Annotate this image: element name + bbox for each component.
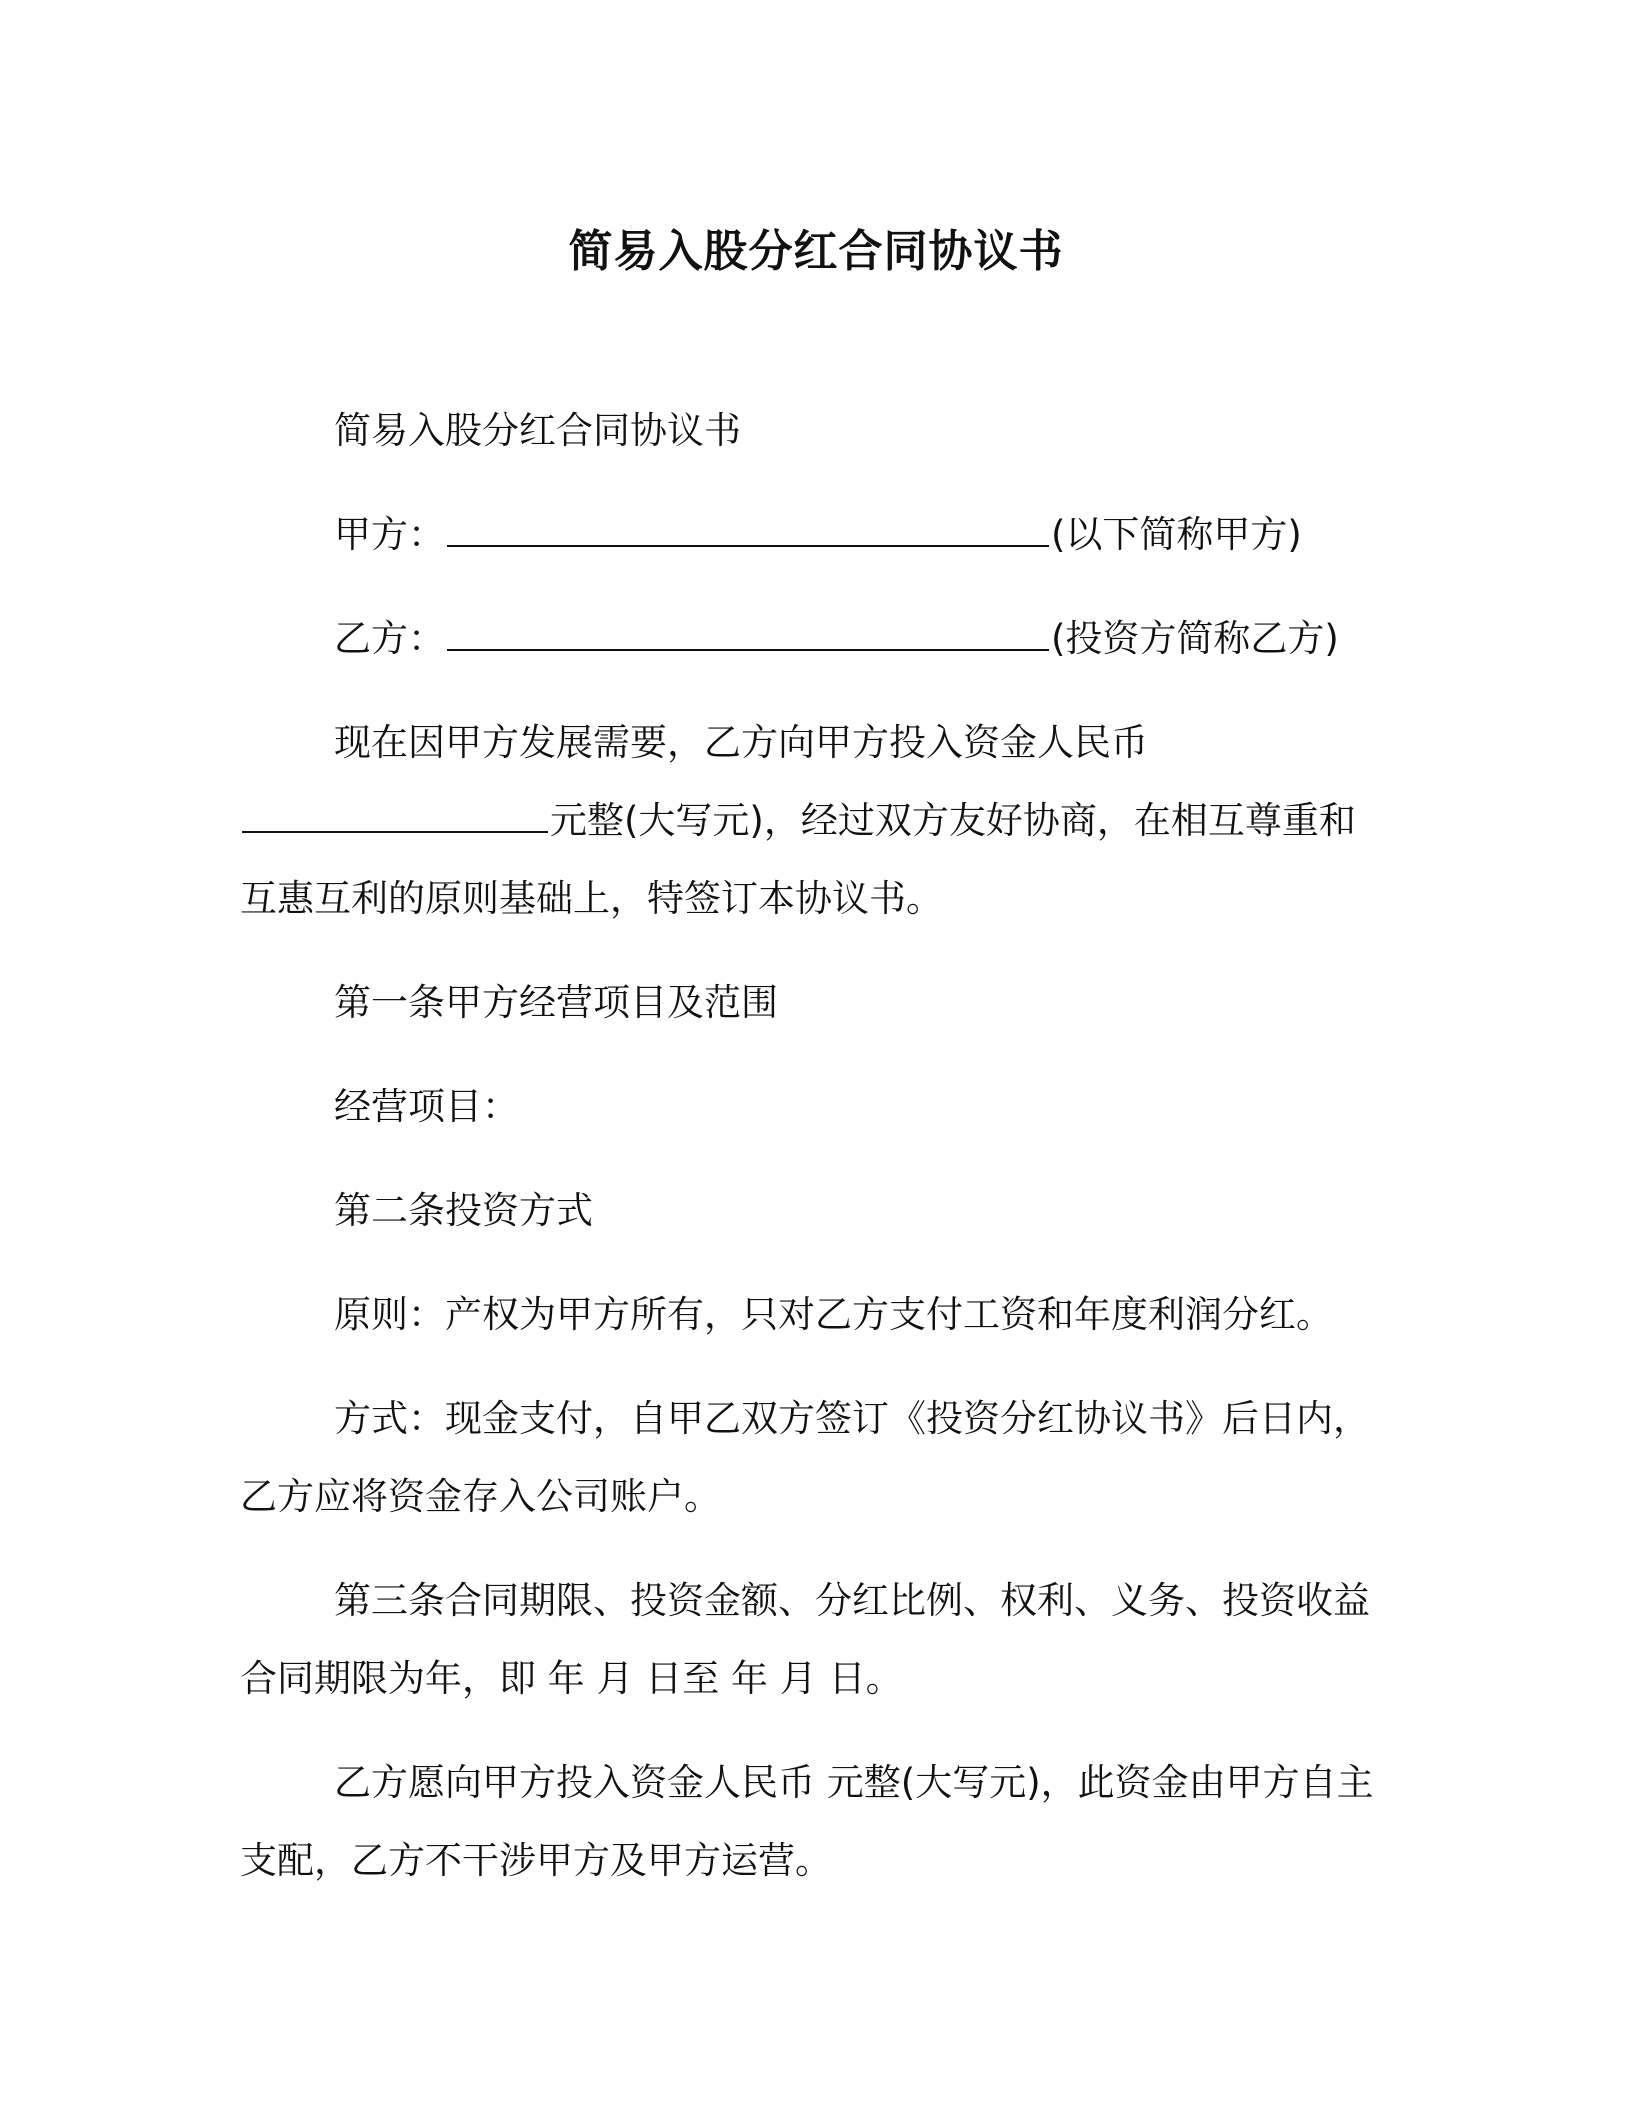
article2-method-text: 方式：现金支付，自甲乙双方签订《投资分红协议书》后日内，乙方应将资金存入公司账户。 [240, 1397, 1370, 1518]
intro-part2: 元整(大写元)，经过双方友好协商，在相互尊重和互惠互利的原则基础上，特签订本协议书。 [240, 799, 1356, 920]
article1-item [240, 1068, 1392, 1146]
party-a-blank [447, 515, 1049, 547]
party-a-line [240, 496, 1392, 574]
party-b-suffix: (投资方简称乙方) [1051, 617, 1339, 660]
intro-paragraph [240, 704, 1392, 938]
party-b-blank [447, 619, 1049, 651]
article2-principle [240, 1276, 1392, 1354]
article2-method [240, 1380, 1392, 1536]
article1-title-text: 第一条甲方经营项目及范围 [334, 981, 778, 1024]
party-a-label: 甲方： [334, 513, 445, 556]
amount-blank [242, 801, 548, 833]
article2-title [240, 1172, 1392, 1250]
document-subtitle [240, 392, 1392, 470]
intro-part1: 现在因甲方发展需要，乙方向甲方投入资金人民币 [334, 721, 1148, 764]
article3-investment-text: 乙方愿向甲方投入资金人民币 元整(大写元)，此资金由甲方自主支配，乙方不干涉甲方及甲方运营。 [240, 1761, 1374, 1882]
subtitle-text: 简易入股分红合同协议书 [334, 409, 741, 452]
article2-principle-text: 原则：产权为甲方所有，只对乙方支付工资和年度利润分红。 [334, 1293, 1333, 1336]
article2-title-text: 第二条投资方式 [334, 1189, 593, 1232]
party-b-label: 乙方： [334, 617, 445, 660]
document-body [240, 392, 1392, 1926]
party-b-line [240, 600, 1392, 678]
article3-title-text: 第三条合同期限、投资金额、分红比例、权利、义务、投资收益合同期限为年，即 年 月 日至 年 月 日。 [240, 1579, 1370, 1700]
party-a-suffix: (以下简称甲方) [1051, 513, 1302, 556]
article3-title [240, 1562, 1392, 1718]
article1-title [240, 964, 1392, 1042]
document-title: 简易入股分红合同协议书 [568, 226, 1064, 277]
article1-item-text: 经营项目： [334, 1085, 519, 1128]
article3-investment [240, 1744, 1392, 1900]
